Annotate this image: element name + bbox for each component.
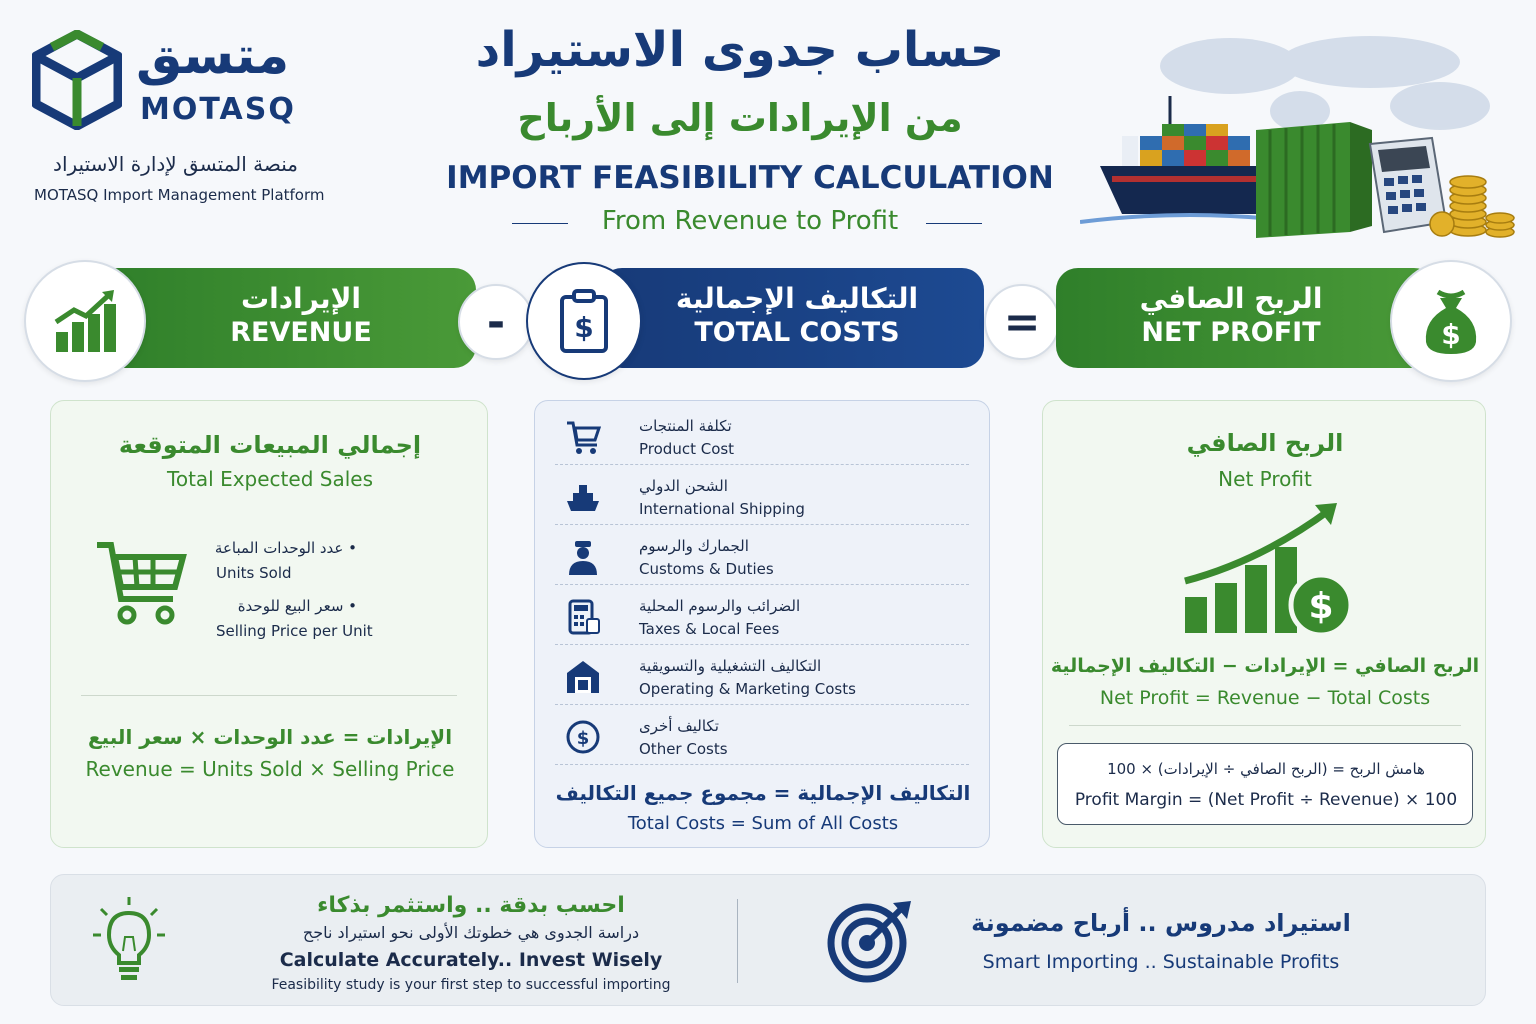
money-bag-icon bbox=[1420, 286, 1482, 356]
revenue-label-ar: الإيرادات bbox=[240, 282, 362, 315]
net-profit-label-ar: الربح الصافي bbox=[1139, 282, 1323, 315]
equals-sign: = bbox=[1003, 296, 1041, 348]
cost-item-label-ar: الضرائب والرسوم المحلية bbox=[639, 597, 801, 615]
cost-item-label-ar: الشحن الدولي bbox=[639, 477, 728, 495]
warehouse-icon bbox=[565, 659, 601, 695]
footer-banner bbox=[50, 874, 1486, 1006]
page-title-ar: حساب جدوى الاستيراد bbox=[475, 22, 1005, 78]
revenue-formula-ar: الإيرادات = عدد الوحدات × سعر البيع bbox=[87, 725, 453, 749]
total-costs-pill bbox=[600, 268, 984, 368]
cost-item-label-ar: الجمارك والرسوم bbox=[639, 537, 749, 555]
net-profit-label-en: NET PROFIT bbox=[1141, 317, 1321, 348]
cost-item-label-en: Taxes & Local Fees bbox=[639, 620, 780, 638]
subtitle-rule-right bbox=[926, 223, 982, 224]
customs-officer-icon bbox=[565, 539, 601, 575]
footer-left-title-ar: احسب بدقة .. واستثمر بذكاء bbox=[317, 893, 625, 918]
revenue-icon-circle bbox=[24, 260, 146, 382]
svg-text:$: $ bbox=[1308, 586, 1334, 627]
profit-margin-formula-en: Profit Margin = (Net Profit ÷ Revenue) × 100 bbox=[1074, 790, 1458, 810]
cost-item-label-en: Other Costs bbox=[639, 740, 728, 758]
cost-item-label-en: Customs & Duties bbox=[639, 560, 774, 578]
cost-item-label-ar: التكاليف التشغيلية والتسويقية bbox=[639, 657, 822, 675]
target-icon bbox=[827, 899, 913, 983]
net-profit-card-title-en: Net Profit bbox=[1218, 467, 1312, 491]
total-costs-formula-ar: التكاليف الإجمالية = مجموع جميع التكاليف bbox=[555, 781, 971, 805]
total-costs-card bbox=[534, 400, 990, 848]
revenue-card-title-en: Total Expected Sales bbox=[167, 467, 373, 491]
cost-item-label-en: Operating & Marketing Costs bbox=[639, 680, 856, 698]
bullet-units-sold-ar: • عدد الوحدات المباعة bbox=[214, 539, 357, 557]
footer-right-title-ar: استيراد مدروس .. أرباح مضمونة bbox=[971, 909, 1351, 937]
shopping-cart-icon bbox=[95, 539, 187, 629]
svg-text:$: $ bbox=[576, 728, 590, 749]
platform-name-en: MOTASQ Import Management Platform bbox=[34, 186, 325, 204]
svg-text:$: $ bbox=[574, 311, 594, 344]
footer-left-subtitle-ar: دراسة الجدوى هي خطوتك الأولى نحو استيراد ناجح bbox=[302, 923, 640, 942]
revenue-card bbox=[50, 400, 488, 848]
cost-item-taxes bbox=[555, 585, 969, 645]
bullet-selling-price-ar: • سعر البيع للوحدة bbox=[237, 597, 357, 615]
calculator-icon bbox=[565, 599, 601, 635]
ship-icon bbox=[565, 479, 601, 515]
cost-item-other bbox=[555, 705, 969, 765]
net-profit-card-title-ar: الربح الصافي bbox=[1186, 429, 1344, 457]
clipboard-dollar-icon bbox=[558, 289, 610, 353]
page-title-en: IMPORT FEASIBILITY CALCULATION bbox=[446, 160, 1054, 196]
costs-icon-circle bbox=[526, 262, 642, 380]
motasq-logo-icon bbox=[32, 30, 122, 130]
footer-left-subtitle-en: Feasibility study is your first step to successful importing bbox=[271, 977, 671, 993]
bullet-units-sold-en: Units Sold bbox=[216, 564, 292, 582]
profit-card-divider bbox=[1069, 725, 1461, 726]
cost-item-shipping bbox=[555, 465, 969, 525]
bar-chart-up-icon bbox=[52, 288, 118, 354]
cost-item-operating bbox=[555, 645, 969, 705]
net-profit-pill bbox=[1056, 268, 1436, 368]
lightbulb-icon bbox=[91, 895, 167, 985]
brand-name-en: MOTASQ bbox=[140, 92, 296, 127]
cost-item-label-en: International Shipping bbox=[639, 500, 805, 518]
cost-item-label-ar: تكاليف أخرى bbox=[639, 717, 719, 735]
revenue-pill bbox=[96, 268, 476, 368]
cost-item-label-en: Product Cost bbox=[639, 440, 735, 458]
minus-operator bbox=[458, 284, 534, 360]
ship-container-calculator-illustration bbox=[1080, 26, 1520, 246]
total-costs-label-en: TOTAL COSTS bbox=[694, 317, 900, 348]
platform-name-ar: منصة المتسق لإدارة الاستيراد bbox=[53, 152, 298, 176]
net-profit-card bbox=[1042, 400, 1486, 848]
profit-margin-box bbox=[1057, 743, 1473, 825]
footer-left-title-en: Calculate Accurately.. Invest Wisely bbox=[279, 949, 663, 971]
cost-item-customs bbox=[555, 525, 969, 585]
cost-item-product bbox=[555, 405, 969, 465]
revenue-card-title-ar: إجمالي المبيعات المتوقعة bbox=[118, 431, 422, 459]
footer-right-title-en: Smart Importing .. Sustainable Profits bbox=[982, 951, 1340, 973]
revenue-label-en: REVENUE bbox=[230, 317, 372, 348]
revenue-card-divider bbox=[81, 695, 457, 696]
total-costs-formula-en: Total Costs = Sum of All Costs bbox=[627, 813, 899, 834]
profit-icon-circle bbox=[1390, 260, 1512, 382]
bullet-selling-price-en: Selling Price per Unit bbox=[216, 622, 373, 640]
profit-growth-chart-icon bbox=[1181, 501, 1361, 637]
page-subtitle-en: From Revenue to Profit bbox=[601, 206, 899, 236]
dollar-circle-icon bbox=[565, 719, 601, 755]
svg-text:$: $ bbox=[1441, 318, 1461, 351]
cart-icon bbox=[565, 419, 601, 455]
cost-item-label-ar: تكلفة المنتجات bbox=[639, 417, 732, 435]
brand-name-ar: متسق bbox=[136, 26, 290, 86]
total-costs-label-ar: التكاليف الإجمالية bbox=[675, 282, 919, 315]
profit-margin-formula-ar: هامش الربح = (الربح الصافي ÷ الإيرادات) × 100 bbox=[1107, 760, 1425, 778]
minus-sign: - bbox=[486, 296, 506, 348]
net-profit-formula-ar: الربح الصافي = الإيرادات − التكاليف الإجمالية bbox=[1050, 655, 1480, 677]
equals-operator bbox=[984, 284, 1060, 360]
page-subtitle-ar: من الإيرادات إلى الأرباح bbox=[517, 96, 963, 140]
revenue-formula-en: Revenue = Units Sold × Selling Price bbox=[85, 757, 455, 781]
net-profit-formula-en: Net Profit = Revenue − Total Costs bbox=[1099, 687, 1431, 709]
footer-separator bbox=[737, 899, 738, 983]
